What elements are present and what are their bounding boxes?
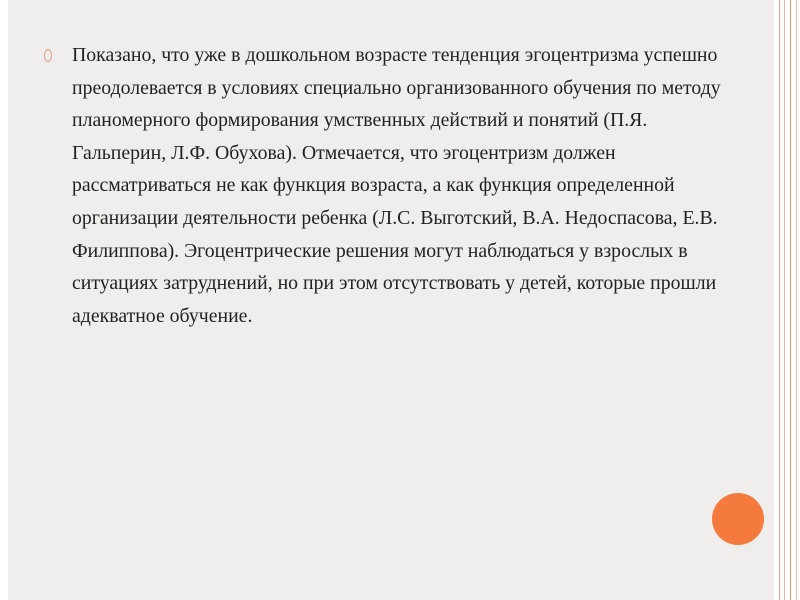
hollow-oval-bullet-icon: [44, 49, 52, 62]
decorative-circle: [712, 493, 764, 545]
decorative-border-line: [784, 0, 785, 600]
decorative-border-line: [796, 0, 797, 600]
decorative-border-line: [790, 0, 791, 600]
bullet-paragraph: [44, 39, 724, 332]
paragraph-text: Показано, что уже в дошкольном возрасте тенденция эгоцентризма успешно преодолевается в условиях специально организованного обучения по методу планомерного формирования умственных действий и понятий (П.Я. Гальперин, Л.Ф. Обухова). Отмечается, что эгоцентризм должен рассматриваться не как функция возраста, а как функция определенной организации деятельности ребенка (Л.С. Выготский, В.А. Недоспасова, Е.В. Филиппова). Эгоцентрические решения могут наблюдаться у взрослых в ситуациях затруднений, но при этом отсутствовать у детей, которые прошли адекватное обучение.: [72, 44, 721, 327]
decorative-border-line: [779, 0, 780, 600]
